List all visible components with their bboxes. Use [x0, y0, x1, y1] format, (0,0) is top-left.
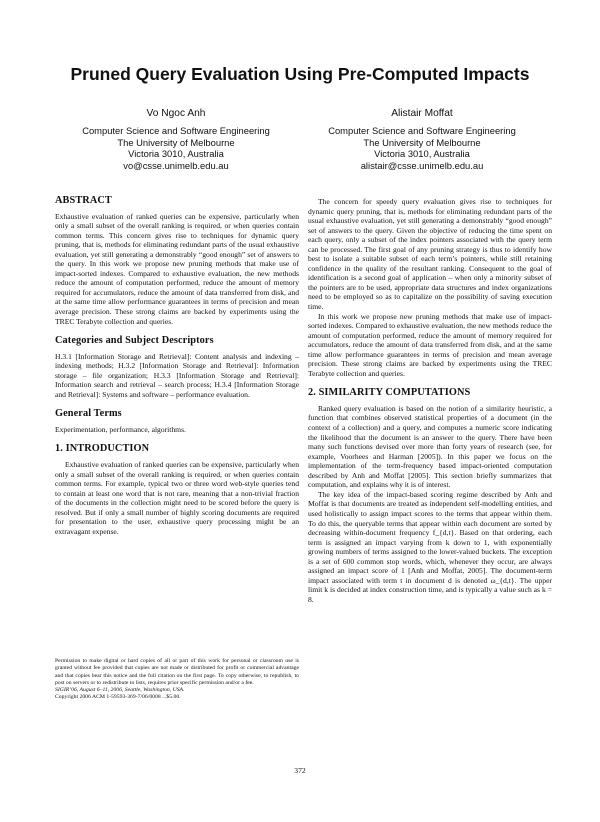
venue-text: SIGIR’06, August 6–11, 2006, Seattle, Washington, USA.: [55, 687, 185, 694]
introduction-paragraph-1: Exhaustive evaluation of ranked queries can be expensive, particularly when only a small subset of the overall ranking is required, or when queries contain common terms. For example, typical two or three word web-style queries tend to contain at least one word that is not rare, meaning that a non-trivial fraction of the documents in the collection might need to be scored before the query is resolved. But if only a small number of highly scoring documents are required for presentation to the user, exhaustive query processing might be an extravagant expense.: [55, 460, 299, 536]
general-terms-heading: General Terms: [55, 408, 122, 420]
author-block-anh: [56, 108, 296, 171]
author-affiliation: Computer Science and Software Engineering: [328, 125, 516, 137]
categories-text: H.3.1 [Information Storage and Retrieval]: Content analysis and indexing – indexing methods; H.3.2 [Information Storage and Retrieval]: Information storage – file organization; H.3.3 [Information Storage and Retrieval]: Information search and retrieval – search process; H.3.4 [Information Storage and Retrieval]: Systems and software – performance evaluation.: [55, 351, 299, 399]
introduction-paragraph-3: In this work we propose new pruning methods that make use of impact-sorted indexes. Compared to exhaustive evaluation, the new methods reduce the amount of computation performed, reduce the amount of memory required for accumulators, reduce the amount of data transferred from disk, and at the same time allow performance guarantees in terms of precision and mean average precision. These strong claims are backed by experiments using the TREC Terabyte collection and queries.: [308, 311, 552, 378]
permission-footnote: [55, 658, 299, 702]
similarity-paragraph-2: The key idea of the impact-based scoring regime described by Anh and Moffat is that documents are treated as independent self-modelling entities, and used holistically to assign impact scores to the terms that appear within them. To do this, the queryable terms that appear within each document are sorted by decreasing within-document frequency f_{d,t}. Based on that ordering, each term is assigned an impact varying from k down to 1, with exponentially growing numbers of terms assigned to the lower-valued buckets. The exception is a set of 600 common stop words, which, whenever they occur, are always assigned an impact score of 1 [Anh and Moffat, 2005]. The document-term impact associated with term t in document d is denoted ω_{d,t}. The upper limit k is decided at index construction time, and is typically a value such as k = 8.: [308, 489, 552, 604]
author-name: Alistair Moffat: [391, 108, 453, 119]
similarity-heading: 2. SIMILARITY COMPUTATIONS: [308, 387, 471, 399]
author-email[interactable]: alistair@csse.unimelb.edu.au: [360, 159, 484, 171]
introduction-paragraph-2: The concern for speedy query evaluation gives rise to techniques for dynamic query pruning, that is, methods for eliminating redundant parts of the usual exhaustive evaluation, yet still generating a demonstrably “good enough” set of answers to the query. Given the objective of reducing the time spent on each query, only a subset of the index pointers associated with the query term can be processed. The first goal of any pruning strategy is thus to identify how best to isolate a suitable subset of each term’s pointers, while still retaining confidence in the quality of the resultant ranking. Consequent to the goal of identification is a second goal of application – when only a minority subset of the pointers are to be used, appropriate data structures and index organizations need to be employed so as to capitalize on the possibility of saving execution time.: [308, 197, 552, 312]
abstract-text: Exhaustive evaluation of ranked queries can be expensive, particularly when only a small subset of the overall ranking is required, or when queries contain common terms. This concern gives rise to techniques for dynamic query pruning, that is, methods for eliminating redundant parts of the usual exhaustive evaluation, yet still generating a demonstrably “good enough” set of answers to the query. In this work we propose new pruning methods that make use of impact-sorted indexes. Compared to exhaustive evaluation, the new methods reduce the amount of computation performed, reduce the amount of memory required for accumulators, reduce the amount of data transferred from disk, and at the same time allow performance guarantees in terms of precision and mean average precision. These strong claims are backed by experiments using the TREC Terabyte collection and queries.: [55, 211, 299, 326]
categories-heading: Categories and Subject Descriptors: [55, 335, 214, 347]
paper-title: Pruned Query Evaluation Using Pre-Computed Impacts: [70, 64, 530, 84]
page-number: 372: [294, 766, 306, 775]
copyright-text: Copyright 2006 ACM 1-59593-369-7/06/0008 ...$5.00.: [55, 694, 181, 701]
author-location: Victoria 3010, Australia: [128, 148, 224, 160]
author-block-moffat: [302, 108, 542, 171]
left-column: [55, 196, 299, 536]
author-email[interactable]: vo@csse.unimelb.edu.au: [123, 159, 229, 171]
general-terms-text: Experimentation, performance, algorithms.: [55, 424, 186, 434]
permission-text: Permission to make digital or hard copies of all or part of this work for personal or classroom use is granted without fee provided that copies are not made or distributed for profit or commercial advantage and that copies bear this notice and the full citation on the first page. To copy otherwise, to republish, to post on servers or to redistribute to lists, requires prior specific permission and/or a fee.: [55, 658, 299, 686]
author-institution: The University of Melbourne: [117, 136, 235, 148]
right-column: [308, 197, 552, 604]
author-location: Victoria 3010, Australia: [374, 148, 470, 160]
abstract-heading: ABSTRACT: [55, 195, 112, 206]
author-institution: The University of Melbourne: [363, 136, 481, 148]
author-affiliation: Computer Science and Software Engineering: [82, 125, 270, 137]
introduction-heading: 1. INTRODUCTION: [55, 443, 150, 455]
similarity-paragraph-1: Ranked query evaluation is based on the notion of a similarity heuristic, a function that combines observed statistical properties of a document (in the context of a collection) and a query, and computes a numeric score indicating the likelihood that the document is an answer to the query. There have been many such functions devised over more than forty years of research (see, for example, Voorhees and Harman [2005]). In this paper we focus on the implementation of the term-frequency based impact-oriented computation described by Anh and Moffat [2005]. This section briefly summarizes that computation, and explains why it is of interest.: [308, 403, 552, 490]
author-name: Vo Ngoc Anh: [146, 108, 206, 119]
